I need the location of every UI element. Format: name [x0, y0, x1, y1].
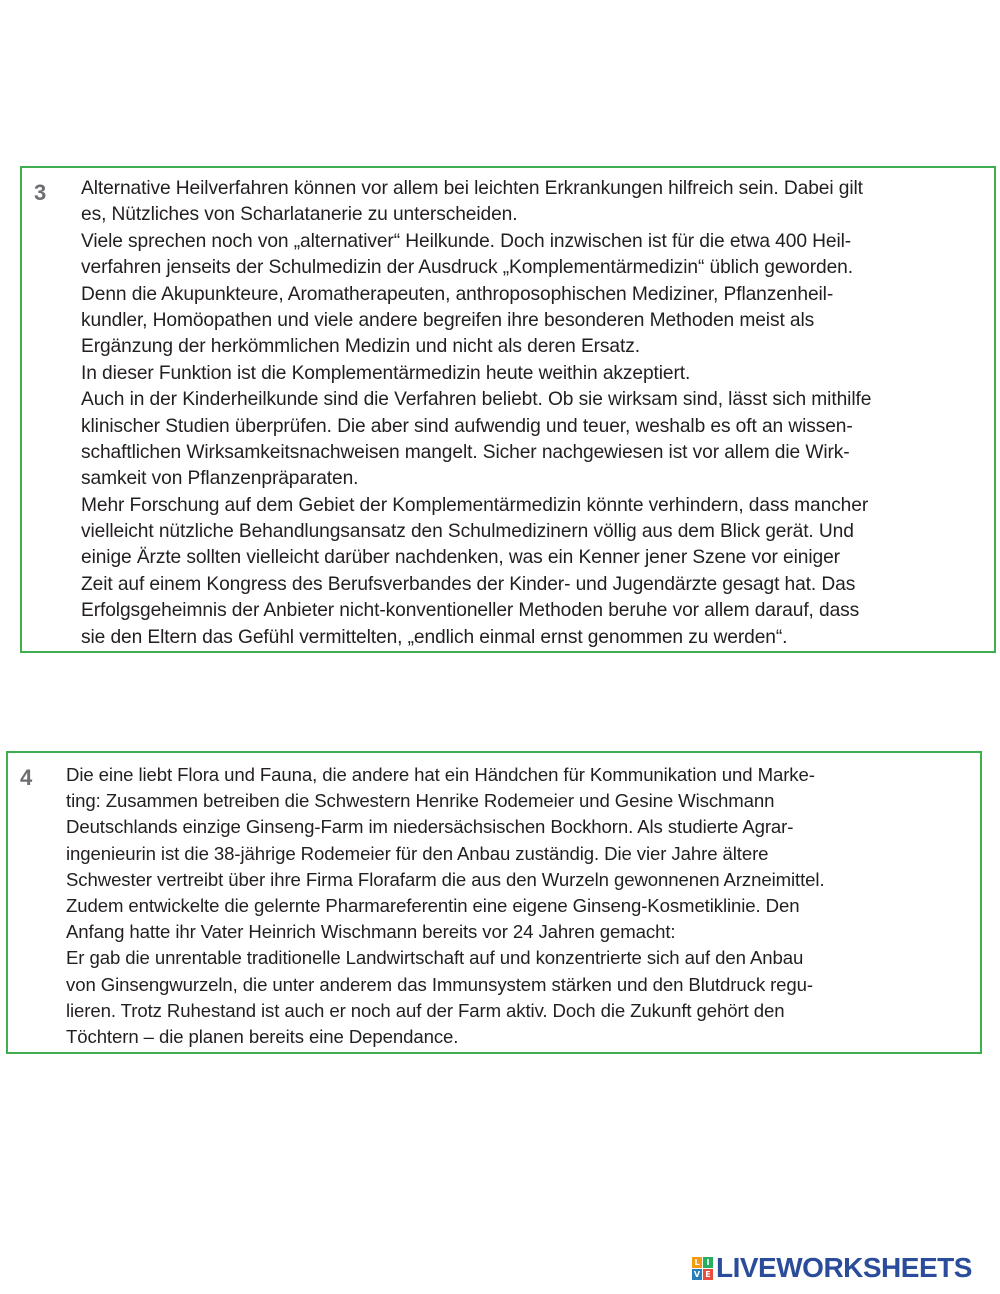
text-box-3: [20, 166, 996, 653]
text-line: Deutschlands einzige Ginseng-Farm im niedersächsischen Bockhorn. Als studierte Agrar-: [66, 816, 794, 838]
logo-letter-i: I: [703, 1257, 713, 1268]
text-line: Anfang hatte ihr Vater Heinrich Wischmann bereits vor 24 Jahren gemacht:: [66, 921, 676, 943]
logo-letter-l: L: [692, 1257, 702, 1268]
text-line: Ergänzung der herkömmlichen Medizin und nicht als deren Ersatz.: [81, 336, 640, 358]
text-line: Alternative Heilverfahren können vor allem bei leichten Erkrankungen hilfreich sein. Dabei gilt: [81, 178, 863, 199]
text-line: schaftlichen Wirksamkeitsnachweisen mangelt. Sicher nachgewiesen ist vor allem die Wirk-: [81, 441, 850, 463]
text-line: kundler, Homöopathen und viele andere begreifen ihre besonderen Methoden meist als: [81, 309, 815, 331]
text-line: es, Nützliches von Scharlatanerie zu unterscheiden.: [81, 204, 518, 226]
text-line: Zudem entwickelte die gelernte Pharmareferentin eine eigene Ginseng-Kosmetiklinie. Den: [66, 894, 800, 916]
text-line: Auch in der Kinderheilkunde sind die Verfahren beliebt. Ob sie wirksam sind, lässt sich mithilfe: [81, 389, 872, 411]
section-number: 4: [20, 765, 33, 790]
text-line: Töchtern – die planen bereits eine Dependance.: [66, 1025, 459, 1047]
logo-letter-e: E: [703, 1269, 713, 1280]
text-line: Die eine liebt Flora und Fauna, die andere hat ein Händchen für Kommunikation und Marke-: [66, 764, 815, 785]
text-line: ting: Zusammen betreiben die Schwestern Henrike Rodemeier und Gesine Wischmann: [66, 790, 775, 812]
paragraph-text: [66, 762, 825, 1050]
text-line: vielleicht nützliche Behandlungsansatz den Schulmedizinern völlig aus dem Blick gerät. Und: [81, 521, 854, 543]
text-line: klinischer Studien überprüfen. Die aber sind aufwendig und teuer, weshalb es oft an wissen-: [81, 415, 853, 437]
text-box-4: [6, 751, 982, 1054]
liveworksheets-logo: [692, 1253, 972, 1283]
text-line: einige Ärzte sollten vielleicht darüber nachdenken, was ein Kenner jener Szene vor einiger: [81, 547, 840, 569]
text-line: Denn die Akupunkteure, Aromatherapeuten, anthroposophischen Mediziner, Pflanzenheil-: [81, 283, 834, 305]
logo-text: LIVEWORKSHEETS: [716, 1252, 972, 1283]
section-number: 3: [34, 180, 47, 205]
text-line: Er gab die unrentable traditionelle Landwirtschaft auf und konzentrierte sich auf den Anbau: [66, 947, 804, 969]
text-line: In dieser Funktion ist die Komplementärmedizin heute weithin akzeptiert.: [81, 362, 691, 384]
text-line: Zeit auf einem Kongress des Berufsverbandes der Kinder- und Jugendärzte gesagt hat. Das: [81, 573, 856, 595]
paragraph-text: [81, 176, 871, 651]
liveworksheets-logo-icon: [692, 1257, 713, 1280]
logo-letter-v: V: [693, 1269, 701, 1279]
text-line: Erfolgsgeheimnis der Anbieter nicht-konventioneller Methoden beruhe vor allem darauf, dass: [81, 600, 860, 622]
text-line: verfahren jenseits der Schulmedizin der Ausdruck „Komplementärmedizin“ üblich geworden.: [81, 257, 853, 279]
text-line: Viele sprechen noch von „alternativer“ Heilkunde. Doch inzwischen ist für die etwa 400 Heil-: [81, 230, 852, 252]
text-line: samkeit von Pflanzenpräparaten.: [81, 468, 359, 490]
text-line: sie den Eltern das Gefühl vermittelten, „endlich einmal ernst genommen zu werden“.: [81, 626, 788, 648]
text-line: von Ginsengwurzeln, die unter anderem das Immunsystem stärken und den Blutdruck regu-: [66, 973, 813, 995]
text-line: Schwester vertreibt über ihre Firma Florafarm die aus den Wurzeln gewonnenen Arzneimittel.: [66, 868, 825, 890]
text-line: lieren. Trotz Ruhestand ist auch er noch auf der Farm aktiv. Doch die Zukunft gehört den: [66, 999, 785, 1021]
text-line: Mehr Forschung auf dem Gebiet der Komplementärmedizin könnte verhindern, dass mancher: [81, 494, 869, 516]
text-line: ingenieurin ist die 38-jährige Rodemeier für den Anbau zuständig. Die vier Jahre ältere: [66, 842, 769, 864]
